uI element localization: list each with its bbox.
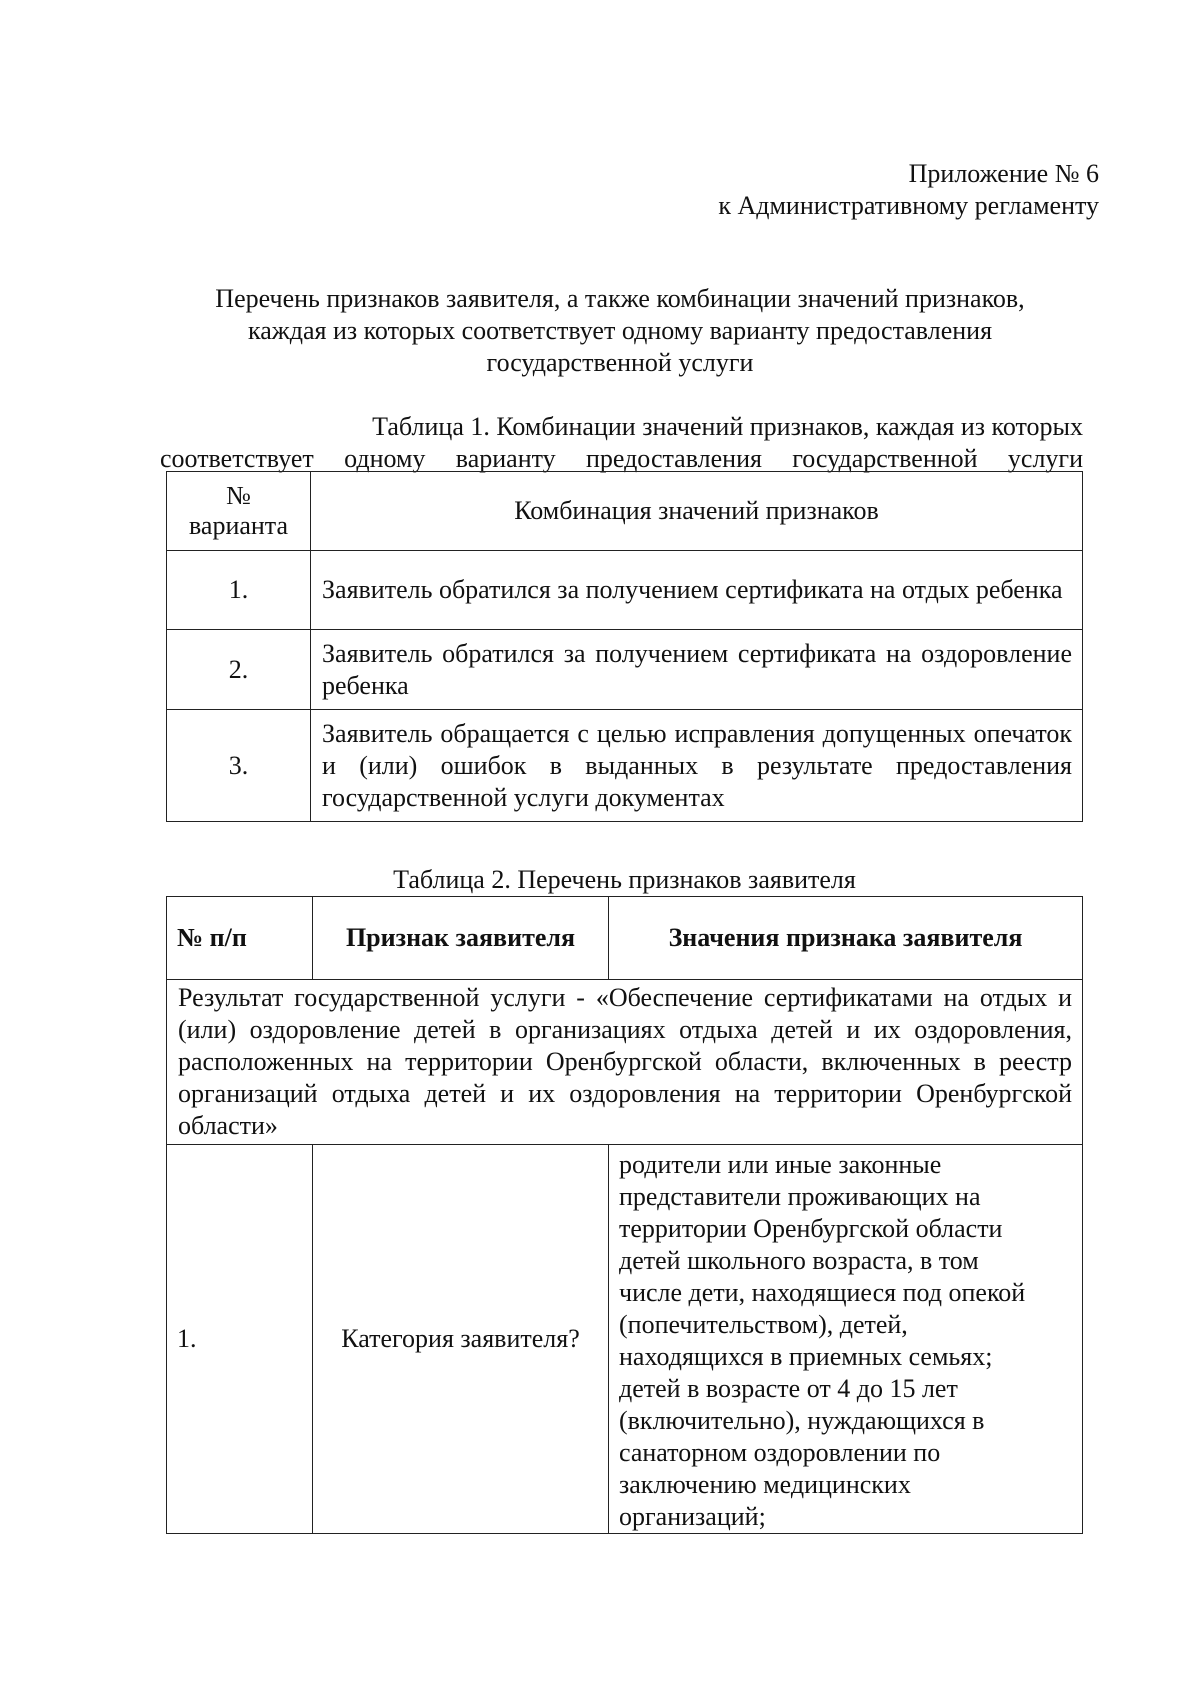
title-line-2: каждая из которых соответствует одному варианту предоставления (247, 316, 993, 345)
feature-value-line: числе дети, находящиеся под опекой (619, 1278, 1026, 1307)
table1-header-row (167, 472, 1083, 551)
table2-header-feature: Признак заявителя (313, 897, 609, 980)
feature-value-line: организаций; (619, 1502, 766, 1531)
header-num-symbol: № (226, 481, 251, 510)
variant-description: Заявитель обратился за получением сертификата на оздоровление ребенка (311, 630, 1083, 710)
table2-header-num: № п/п (167, 897, 313, 980)
table-row (167, 630, 1083, 710)
feature-name: Категория заявителя? (313, 1145, 609, 1534)
feature-value-line: территории Оренбургской области (619, 1214, 1003, 1243)
table1-caption-line-2: соответствует одному варианту предоставления государственной услуги (160, 444, 1083, 473)
title-line-3: государственной услуги (486, 348, 754, 377)
table-row (167, 1145, 1083, 1534)
table1-caption (160, 411, 1083, 475)
table2-header-row (167, 897, 1083, 980)
appendix-note (718, 158, 1099, 222)
feature-value-line: детей школьного возраста, в том (619, 1246, 979, 1275)
table-row (167, 710, 1083, 822)
feature-value-line: санаторном оздоровлении по (619, 1438, 941, 1467)
variant-number: 1. (167, 551, 311, 630)
table1-variants (166, 471, 1083, 822)
feature-value-line: родители или иные законные (619, 1150, 942, 1179)
feature-number: 1. (167, 1145, 313, 1534)
title-line-1: Перечень признаков заявителя, а также комбинации значений признаков, (215, 284, 1025, 313)
header-num-label: варианта (188, 511, 289, 540)
table2-applicant-features (166, 896, 1083, 1534)
feature-value-line: представители проживающих на (619, 1182, 981, 1211)
feature-value-line: (попечительством), детей, (619, 1310, 908, 1339)
feature-value-line: детей в возрасте от 4 до 15 лет (619, 1374, 958, 1403)
feature-value-line: находящихся в приемных семьях; (619, 1342, 993, 1371)
service-result-text: Результат государственной услуги - «Обеспечение сертификатами на отдых и (или) оздоровление детей в организациях отдыха детей и их оздоровления, расположенных на территории Оренбургской области, включенных в реестр организаций отдыха детей и их оздоровления на территории Оренбургской области» (167, 980, 1083, 1145)
table2-caption: Таблица 2. Перечень признаков заявителя (393, 865, 856, 894)
variant-description: Заявитель обращается с целью исправления допущенных опечаток и (или) ошибок в выданных в результате предоставления государственной услуги документах (311, 710, 1083, 822)
variant-number: 3. (167, 710, 311, 822)
table1-caption-line-1: Таблица 1. Комбинации значений признаков, каждая из которых (372, 412, 1083, 441)
table2-header-values: Значения признака заявителя (609, 897, 1083, 980)
feature-values (609, 1145, 1083, 1534)
table2-result-row (167, 980, 1083, 1145)
table1-header-combo: Комбинация значений признаков (311, 472, 1083, 551)
document-title (160, 283, 1080, 379)
feature-value-line: заключению медицинских (619, 1470, 911, 1499)
table1-header-num (167, 472, 311, 551)
table-row (167, 551, 1083, 630)
variant-description: Заявитель обратился за получением сертификата на отдых ребенка (311, 551, 1083, 630)
appendix-number: Приложение № 6 (908, 159, 1099, 188)
appendix-reference: к Административному регламенту (718, 191, 1099, 220)
variant-number: 2. (167, 630, 311, 710)
feature-value-line: (включительно), нуждающихся в (619, 1406, 985, 1435)
